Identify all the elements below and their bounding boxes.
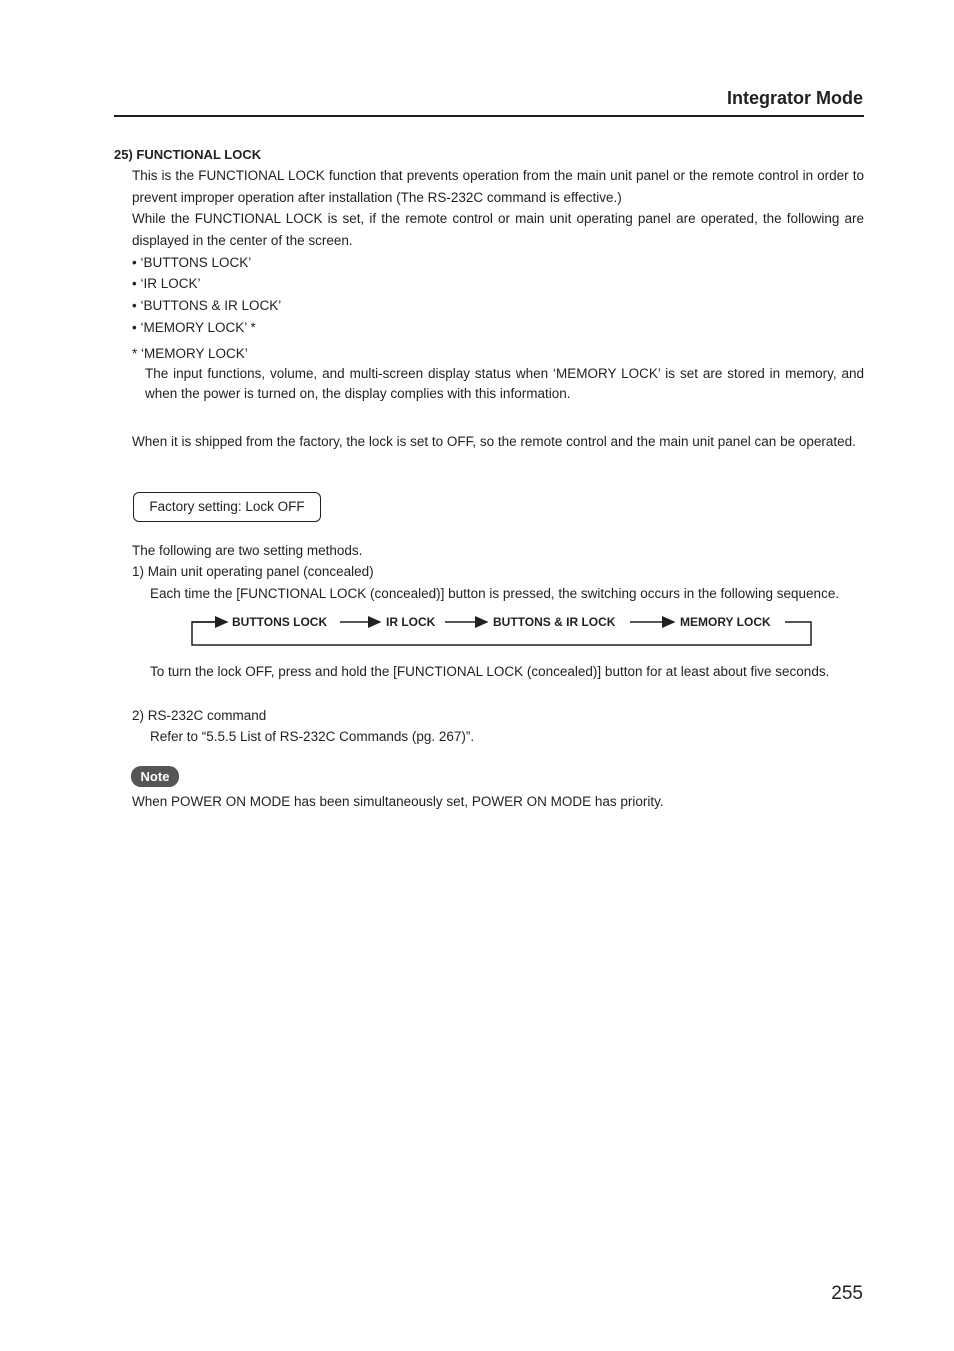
method-2-text: Refer to “5.5.5 List of RS-232C Commands (pg. 267)”. <box>150 729 475 744</box>
note-badge: Note <box>131 766 179 787</box>
intro-paragraph: This is the FUNCTIONAL LOCK function that prevents operation from the main unit panel or the remote control in order to prevent improper operation after installation (The RS-232C command is effective.) <box>132 168 864 205</box>
method-1-off-text: To turn the lock OFF, press and hold the [FUNCTIONAL LOCK (concealed)] button for at least about five seconds. <box>150 664 830 679</box>
footnote-title: * ‘MEMORY LOCK’ <box>132 346 248 361</box>
section-title: 25) FUNCTIONAL LOCK <box>114 147 262 162</box>
page-number: 255 <box>831 1283 863 1304</box>
flow-step-memory-lock: MEMORY LOCK <box>680 615 771 629</box>
method-1-text: Each time the [FUNCTIONAL LOCK (concealed)] button is pressed, the switching occurs in the following sequence. <box>150 586 840 601</box>
bullet-item: • ‘BUTTONS LOCK’ <box>132 255 252 270</box>
footnote-text: The input functions, volume, and multi-screen display status when ‘MEMORY LOCK’ is set are stored in memory, and when the power is turned on, the display complies with this information. <box>145 366 864 401</box>
factory-setting-box: Factory setting: Lock OFF <box>133 492 321 522</box>
method-1-title: 1) Main unit operating panel (concealed) <box>132 564 374 579</box>
bullet-item: • ‘MEMORY LOCK’ * <box>132 320 256 335</box>
intro-paragraph-2: While the FUNCTIONAL LOCK is set, if the remote control or main unit operating panel are operated, the following are displayed in the center of the screen. <box>132 211 864 248</box>
note-text: When POWER ON MODE has been simultaneously set, POWER ON MODE has priority. <box>132 794 664 809</box>
flow-step-ir-lock: IR LOCK <box>386 615 436 629</box>
factory-paragraph: When it is shipped from the factory, the lock is set to OFF, so the remote control and the main unit panel can be operated. <box>132 434 856 449</box>
page-header-title: Integrator Mode <box>726 88 863 108</box>
flow-step-buttons-lock: BUTTONS LOCK <box>232 615 328 629</box>
method-2-title: 2) RS-232C command <box>132 708 267 723</box>
flow-step-buttons-ir-lock: BUTTONS & IR LOCK <box>493 615 616 629</box>
bullet-item: • ‘IR LOCK’ <box>132 276 201 291</box>
bullet-item: • ‘BUTTONS & IR LOCK’ <box>132 298 282 313</box>
methods-intro: The following are two setting methods. <box>132 543 363 558</box>
